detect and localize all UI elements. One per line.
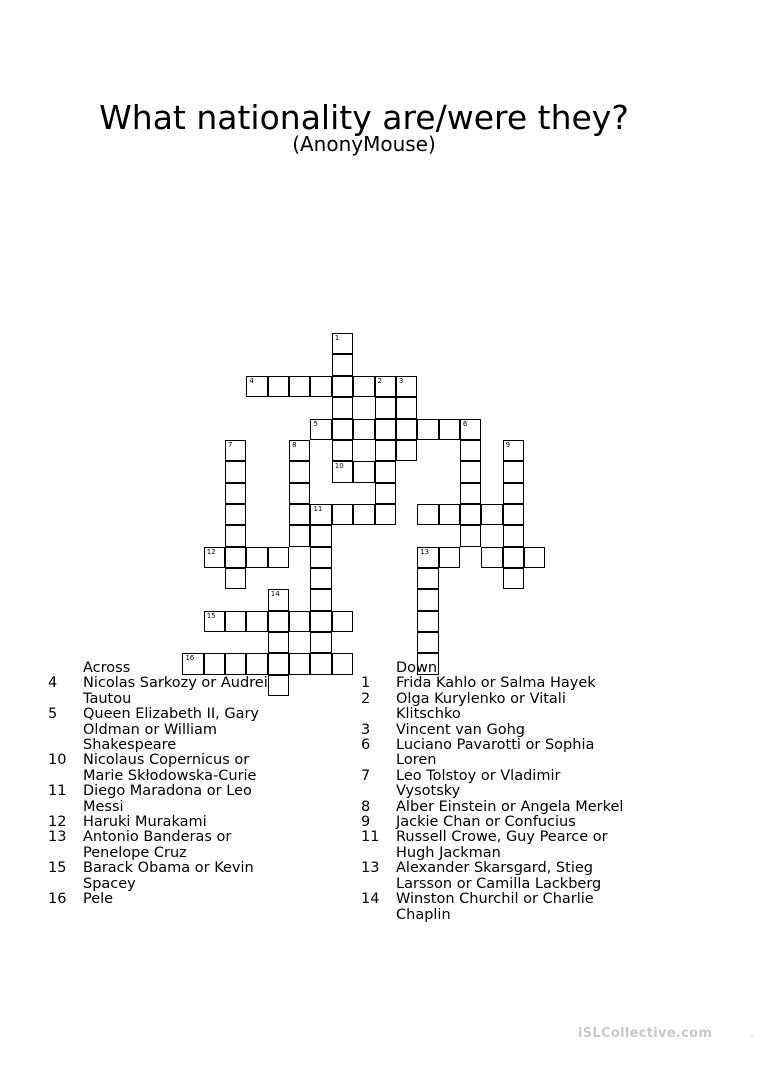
grid-cell[interactable]: [460, 525, 481, 546]
clue-number: 6: [462, 419, 468, 428]
grid-cell[interactable]: [310, 611, 331, 632]
clue-text: Diego Maradona or Leo Messi: [83, 783, 252, 815]
down-clue: [361, 830, 661, 861]
grid-cell[interactable]: [417, 504, 438, 525]
clue-number: 6: [361, 737, 371, 754]
clue-text: Russell Crowe, Guy Pearce or Hugh Jackman: [396, 829, 608, 861]
clue-number: 12: [206, 547, 216, 556]
grid-cell[interactable]: [268, 589, 289, 610]
clue-number: 3: [361, 721, 371, 738]
grid-cell[interactable]: [310, 376, 331, 397]
grid-cell[interactable]: [375, 461, 396, 482]
grid-cell[interactable]: [353, 461, 374, 482]
across-clue: [48, 753, 348, 784]
clue-number: 15: [206, 611, 216, 620]
grid-cell[interactable]: [225, 525, 246, 546]
clue-text: Nicolas Sarkozy or Audrei Tautou: [83, 675, 268, 707]
down-clue: [361, 815, 661, 830]
grid-cell[interactable]: [460, 461, 481, 482]
down-clue: [361, 738, 661, 769]
watermark-logo: iSLCollective.com: [578, 1026, 713, 1041]
grid-cell[interactable]: [268, 547, 289, 568]
grid-cell[interactable]: [332, 504, 353, 525]
clue-text: Nicolaus Copernicus or Marie Skłodowska-Curie: [83, 752, 257, 784]
clue-text: Vincent van Gohg: [396, 721, 525, 738]
clue-number: 9: [505, 440, 511, 449]
across-clues: [48, 661, 348, 908]
clue-number: 13: [361, 860, 380, 877]
clue-text: Alber Einstein or Angela Merkel: [396, 798, 624, 815]
clue-text: Winston Churchil or Charlie Chaplin: [396, 891, 594, 923]
clue-text: Alexander Skarsgard, Stieg Larsson or Camilla Lackberg: [396, 860, 602, 892]
grid-cell[interactable]: [375, 376, 396, 397]
clue-text: Pele: [83, 891, 114, 908]
grid-cell[interactable]: [439, 419, 460, 440]
grid-cell[interactable]: [503, 440, 524, 461]
grid-cell[interactable]: [225, 611, 246, 632]
grid-cell[interactable]: [289, 483, 310, 504]
clue-number: 12: [48, 814, 67, 831]
grid-cell[interactable]: [289, 525, 310, 546]
grid-cell[interactable]: [460, 419, 481, 440]
clue-number: 1: [334, 334, 340, 343]
grid-cell[interactable]: [396, 376, 417, 397]
grid-cell[interactable]: [289, 440, 310, 461]
clue-number: 11: [361, 829, 380, 846]
across-clue: [48, 676, 348, 707]
grid-cell[interactable]: [268, 611, 289, 632]
grid-cell[interactable]: [375, 397, 396, 418]
clue-text: Queen Elizabeth II, Gary Oldman or William Shakespeare: [83, 706, 260, 754]
grid-cell[interactable]: [310, 547, 331, 568]
clue-text: Luciano Pavarotti or Sophia Loren: [396, 737, 595, 769]
grid-cell[interactable]: [225, 504, 246, 525]
grid-cell[interactable]: [268, 632, 289, 653]
grid-cell[interactable]: [268, 376, 289, 397]
grid-cell[interactable]: [481, 504, 502, 525]
grid-cell[interactable]: [396, 397, 417, 418]
clue-number: 5: [313, 419, 318, 428]
clue-number: 16: [185, 654, 195, 663]
grid-cell[interactable]: [332, 419, 353, 440]
clue-text: Frida Kahlo or Salma Hayek: [396, 675, 596, 692]
down-heading: Down: [396, 660, 438, 676]
clue-number: 2: [361, 690, 371, 707]
clue-text: Barack Obama or Kevin Spacey: [83, 860, 254, 892]
grid-cell[interactable]: [332, 333, 353, 354]
clue-text: Olga Kurylenko or Vitali Klitschko: [396, 690, 566, 723]
grid-cell[interactable]: [417, 419, 438, 440]
grid-cell[interactable]: [375, 440, 396, 461]
grid-cell[interactable]: [204, 547, 225, 568]
grid-cell[interactable]: [225, 461, 246, 482]
clue-number: 13: [420, 547, 430, 556]
clue-number: 14: [361, 891, 380, 908]
grid-cell[interactable]: [225, 547, 246, 568]
page-title: What nationality are/were they?: [99, 98, 629, 137]
clue-text: Antonio Banderas or Penelope Cruz: [83, 829, 232, 861]
clue-number: 8: [292, 440, 297, 449]
down-clues: [361, 661, 661, 923]
clue-number: 10: [334, 462, 344, 471]
clue-number: 5: [48, 706, 58, 723]
clue-text: Haruki Murakami: [83, 814, 207, 831]
clue-number: 2: [377, 376, 382, 385]
grid-cell[interactable]: [332, 440, 353, 461]
down-clue: [361, 892, 661, 923]
grid-cell[interactable]: [417, 611, 438, 632]
grid-cell[interactable]: [332, 354, 353, 375]
across-clue: [48, 830, 348, 861]
grid-cell[interactable]: [439, 547, 460, 568]
grid-cell[interactable]: [289, 461, 310, 482]
grid-cell[interactable]: [417, 589, 438, 610]
across-clue: [48, 815, 348, 830]
grid-cell[interactable]: [375, 504, 396, 525]
grid-cell[interactable]: [460, 483, 481, 504]
clue-number: 11: [313, 504, 323, 513]
grid-cell[interactable]: [310, 419, 331, 440]
clue-text: Jackie Chan or Confucius: [396, 814, 576, 831]
down-clue: [361, 692, 661, 723]
grid-cell[interactable]: [353, 419, 374, 440]
grid-cell[interactable]: [375, 483, 396, 504]
clue-number: 15: [48, 860, 67, 877]
grid-cell[interactable]: [417, 568, 438, 589]
grid-cell[interactable]: [225, 568, 246, 589]
clue-number: 1: [361, 675, 371, 692]
grid-cell[interactable]: [460, 440, 481, 461]
grid-cell[interactable]: [417, 547, 438, 568]
down-clue: [361, 676, 661, 691]
clue-number: 13: [48, 829, 67, 846]
grid-cell[interactable]: [246, 376, 267, 397]
clue-number: 7: [228, 440, 233, 449]
grid-cell[interactable]: [396, 440, 417, 461]
grid-cell[interactable]: [481, 547, 502, 568]
grid-cell[interactable]: [246, 547, 267, 568]
grid-cell[interactable]: [396, 419, 417, 440]
grid-cell[interactable]: [332, 461, 353, 482]
down-clue: [361, 861, 661, 892]
grid-cell[interactable]: [353, 376, 374, 397]
grid-cell[interactable]: [204, 611, 225, 632]
grid-cell[interactable]: [289, 376, 310, 397]
grid-cell[interactable]: [246, 611, 267, 632]
down-clue: [361, 800, 661, 815]
clue-number: 14: [270, 590, 280, 599]
grid-cell[interactable]: [310, 632, 331, 653]
grid-cell[interactable]: [310, 525, 331, 546]
grid-cell[interactable]: [332, 397, 353, 418]
clue-number: 3: [398, 376, 404, 385]
grid-cell[interactable]: [417, 632, 438, 653]
grid-cell[interactable]: [289, 504, 310, 525]
grid-cell[interactable]: [503, 461, 524, 482]
clue-number: 7: [361, 767, 371, 784]
grid-cell[interactable]: [225, 440, 246, 461]
down-clue: [361, 769, 661, 800]
clue-number: 4: [48, 675, 58, 692]
grid-cell[interactable]: [503, 525, 524, 546]
grid-cell[interactable]: [310, 589, 331, 610]
grid-cell[interactable]: [503, 504, 524, 525]
across-heading: Across: [83, 660, 131, 676]
grid-cell[interactable]: [503, 547, 524, 568]
grid-cell[interactable]: [353, 504, 374, 525]
clue-number: 11: [48, 783, 67, 800]
grid-cell[interactable]: [460, 504, 481, 525]
across-clue: [48, 707, 348, 753]
grid-cell[interactable]: [225, 483, 246, 504]
grid-cell[interactable]: [332, 376, 353, 397]
clue-number: 8: [361, 798, 371, 815]
across-clue: [48, 892, 348, 907]
grid-cell[interactable]: [332, 611, 353, 632]
clue-number: 4: [249, 376, 254, 385]
grid-cell[interactable]: [310, 568, 331, 589]
down-clue: [361, 723, 661, 738]
grid-cell[interactable]: [503, 568, 524, 589]
clue-number: 16: [48, 891, 67, 908]
grid-cell[interactable]: [375, 419, 396, 440]
grid-cell[interactable]: [503, 483, 524, 504]
page-subtitle: (AnonyMouse): [292, 132, 436, 156]
clue-number: 10: [48, 752, 67, 769]
grid-cell[interactable]: [439, 504, 460, 525]
watermark-dot: .: [750, 1026, 755, 1041]
clue-text: Leo Tolstoy or Vladimir Vysotsky: [396, 767, 561, 800]
grid-cell[interactable]: [310, 504, 331, 525]
across-clue: [48, 861, 348, 892]
grid-cell[interactable]: [289, 611, 310, 632]
clue-number: 9: [361, 814, 371, 831]
across-clue: [48, 784, 348, 815]
grid-cell[interactable]: [524, 547, 545, 568]
